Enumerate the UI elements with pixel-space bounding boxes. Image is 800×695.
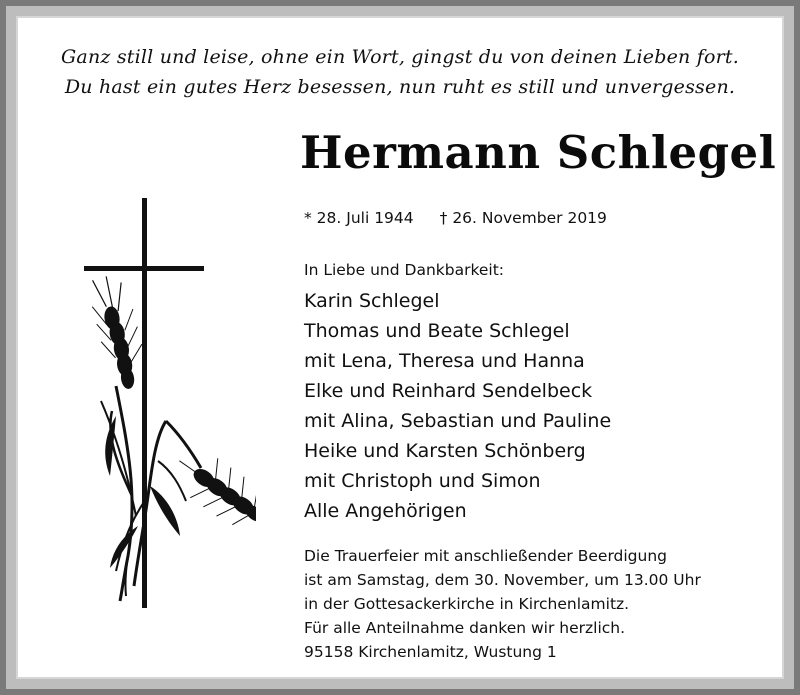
border-frame: [6, 6, 794, 689]
family-member: Karin Schlegel: [304, 290, 440, 312]
family-member: mit Alina, Sebastian und Pauline: [304, 410, 612, 432]
verse-line-2: Du hast ein gutes Herz besessen, nun ruht es still und unvergessen.: [64, 76, 736, 98]
deceased-name: Hermann Schlegel: [300, 126, 777, 179]
service-line: Für alle Anteilnahme danken wir herzlich.: [304, 619, 626, 637]
family-member: Alle Angehörigen: [304, 500, 467, 522]
verse-line-1: Ganz still und leise, ohne ein Wort, gingst du von deinen Lieben fort.: [61, 46, 739, 68]
service-line: ist am Samstag, dem 30. November, um 13.00 Uhr: [304, 571, 701, 589]
family-intro: In Liebe und Dankbarkeit:: [304, 261, 505, 279]
family-list: [304, 286, 611, 526]
birth-date: * 28. Juli 1944: [304, 209, 414, 227]
service-line: Die Trauerfeier mit anschließender Beerdigung: [304, 547, 668, 565]
cross-with-wheat-icon: [76, 196, 256, 616]
family-member: Heike und Karsten Schönberg: [304, 440, 586, 462]
service-line: 95158 Kirchenlamitz, Wustung 1: [304, 643, 557, 661]
death-date: † 26. November 2019: [439, 209, 607, 227]
life-dates: [304, 209, 607, 227]
obituary-card: [16, 16, 784, 679]
memorial-verse: [16, 42, 784, 102]
family-member: Thomas und Beate Schlegel: [304, 320, 570, 342]
family-member: mit Lena, Theresa und Hanna: [304, 350, 585, 372]
family-member: mit Christoph und Simon: [304, 470, 541, 492]
funeral-info: [304, 544, 701, 664]
family-member: Elke und Reinhard Sendelbeck: [304, 380, 593, 402]
service-line: in der Gottesackerkirche in Kirchenlamitz.: [304, 595, 630, 613]
